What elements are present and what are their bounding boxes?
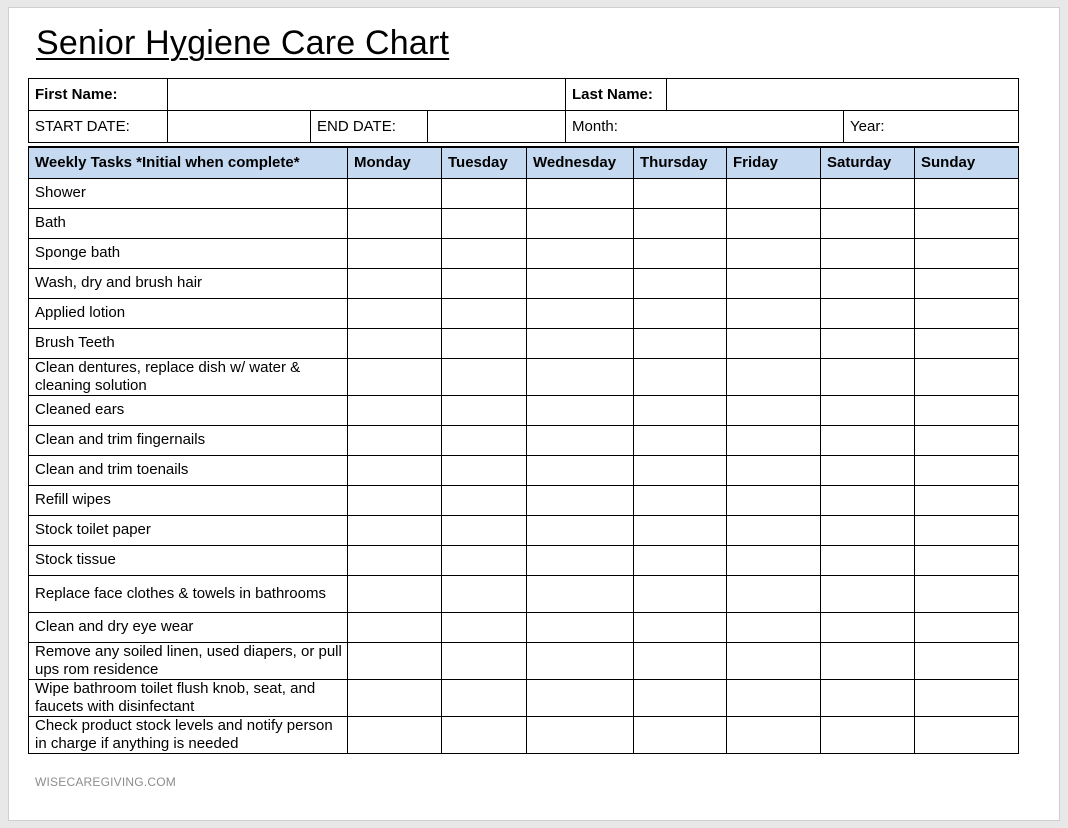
table-row: [29, 178, 1019, 208]
table-row: [29, 485, 1019, 515]
task-label: Stock toilet paper: [29, 515, 348, 545]
task-label: Replace face clothes & towels in bathrooms: [29, 575, 348, 612]
initial-cell[interactable]: [727, 238, 821, 268]
initial-cell[interactable]: [634, 515, 727, 545]
initial-cell[interactable]: [348, 485, 442, 515]
initial-cell[interactable]: [634, 238, 727, 268]
initial-cell[interactable]: [727, 358, 821, 395]
initial-cell[interactable]: [634, 425, 727, 455]
table-row: [29, 328, 1019, 358]
initial-cell[interactable]: [727, 716, 821, 753]
initial-cell[interactable]: [442, 238, 527, 268]
initial-cell[interactable]: [915, 298, 1019, 328]
initial-cell[interactable]: [915, 238, 1019, 268]
initial-cell[interactable]: [527, 268, 634, 298]
table-row: [29, 642, 1019, 679]
initial-cell[interactable]: [821, 679, 915, 716]
task-label: Applied lotion: [29, 298, 348, 328]
initial-cell[interactable]: [442, 208, 527, 238]
initial-cell[interactable]: [727, 485, 821, 515]
initial-cell[interactable]: [727, 425, 821, 455]
task-label: Wash, dry and brush hair: [29, 268, 348, 298]
initial-cell[interactable]: [634, 178, 727, 208]
initial-cell[interactable]: [727, 328, 821, 358]
initial-cell[interactable]: [821, 238, 915, 268]
year-field[interactable]: Year:: [844, 111, 1019, 143]
initial-cell[interactable]: [527, 485, 634, 515]
initial-cell[interactable]: [442, 298, 527, 328]
task-label: Cleaned ears: [29, 395, 348, 425]
table-row: [29, 545, 1019, 575]
table-header-row: [29, 147, 1019, 178]
initial-cell[interactable]: [442, 515, 527, 545]
initial-cell[interactable]: [821, 395, 915, 425]
table-row: [29, 395, 1019, 425]
initial-cell[interactable]: [527, 515, 634, 545]
site-footer: WISECAREGIVING.COM: [35, 775, 176, 789]
table-row: [29, 425, 1019, 455]
initial-cell[interactable]: [821, 455, 915, 485]
initial-cell[interactable]: [821, 515, 915, 545]
initial-cell[interactable]: [915, 395, 1019, 425]
initial-cell[interactable]: [634, 395, 727, 425]
initial-cell[interactable]: [915, 575, 1019, 612]
initial-cell[interactable]: [915, 545, 1019, 575]
day-column-header: Wednesday: [527, 147, 634, 178]
task-label: Clean and trim fingernails: [29, 425, 348, 455]
initial-cell[interactable]: [915, 328, 1019, 358]
task-label: Shower: [29, 178, 348, 208]
initial-cell[interactable]: [348, 208, 442, 238]
initial-cell[interactable]: [527, 716, 634, 753]
initial-cell[interactable]: [821, 485, 915, 515]
initial-cell[interactable]: [915, 612, 1019, 642]
initial-cell[interactable]: [442, 178, 527, 208]
table-row: [29, 716, 1019, 753]
start-date-field[interactable]: [168, 111, 311, 143]
initial-cell[interactable]: [348, 328, 442, 358]
initial-cell[interactable]: [915, 485, 1019, 515]
initial-cell[interactable]: [527, 178, 634, 208]
initial-cell[interactable]: [348, 178, 442, 208]
task-label: Clean and dry eye wear: [29, 612, 348, 642]
initial-cell[interactable]: [348, 238, 442, 268]
initial-cell[interactable]: [821, 575, 915, 612]
initial-cell[interactable]: [442, 455, 527, 485]
task-label: Refill wipes: [29, 485, 348, 515]
initial-cell[interactable]: [727, 515, 821, 545]
day-column-header: Monday: [348, 147, 442, 178]
task-label: Bath: [29, 208, 348, 238]
table-row: [29, 455, 1019, 485]
initial-cell[interactable]: [442, 328, 527, 358]
initial-cell[interactable]: [915, 455, 1019, 485]
initial-cell[interactable]: [348, 545, 442, 575]
weekly-tasks-table: [28, 146, 1019, 754]
initial-cell[interactable]: [348, 679, 442, 716]
last-name-label: Last Name:: [566, 79, 667, 111]
initial-cell[interactable]: [915, 268, 1019, 298]
page-title: Senior Hygiene Care Chart: [36, 24, 450, 62]
day-column-header: Sunday: [915, 147, 1019, 178]
initial-cell[interactable]: [348, 612, 442, 642]
table-row: [29, 679, 1019, 716]
initial-cell[interactable]: [821, 612, 915, 642]
task-label: Check product stock levels and notify person in charge if anything is needed: [29, 716, 348, 753]
table-row: [29, 612, 1019, 642]
initial-cell[interactable]: [527, 358, 634, 395]
initial-cell[interactable]: [442, 612, 527, 642]
initial-cell[interactable]: [348, 268, 442, 298]
task-label: Wipe bathroom toilet flush knob, seat, and faucets with disinfectant: [29, 679, 348, 716]
initial-cell[interactable]: [634, 328, 727, 358]
end-date-field[interactable]: [428, 111, 566, 143]
initial-cell[interactable]: [727, 178, 821, 208]
initial-cell[interactable]: [821, 268, 915, 298]
initial-cell[interactable]: [821, 358, 915, 395]
task-label: Stock tissue: [29, 545, 348, 575]
initial-cell[interactable]: [727, 642, 821, 679]
initial-cell[interactable]: [821, 545, 915, 575]
initial-cell[interactable]: [527, 455, 634, 485]
initial-cell[interactable]: [821, 425, 915, 455]
task-label: Brush Teeth: [29, 328, 348, 358]
initial-cell[interactable]: [634, 298, 727, 328]
initial-cell[interactable]: [348, 515, 442, 545]
initial-cell[interactable]: [634, 208, 727, 238]
initial-cell[interactable]: [442, 485, 527, 515]
initial-cell[interactable]: [634, 485, 727, 515]
initial-cell[interactable]: [348, 642, 442, 679]
initial-cell[interactable]: [527, 208, 634, 238]
initial-cell[interactable]: [442, 575, 527, 612]
initial-cell[interactable]: [348, 425, 442, 455]
initial-cell[interactable]: [634, 612, 727, 642]
initial-cell[interactable]: [634, 268, 727, 298]
initial-cell[interactable]: [442, 642, 527, 679]
initial-cell[interactable]: [821, 208, 915, 238]
initial-cell[interactable]: [442, 358, 527, 395]
initial-cell[interactable]: [821, 298, 915, 328]
initial-cell[interactable]: [634, 575, 727, 612]
initial-cell[interactable]: [527, 642, 634, 679]
day-column-header: Thursday: [634, 147, 727, 178]
tasks-column-header: Weekly Tasks *Initial when complete*: [29, 147, 348, 178]
start-date-label: START DATE:: [29, 111, 168, 143]
initial-cell[interactable]: [727, 208, 821, 238]
task-label: Clean dentures, replace dish w/ water & cleaning solution: [29, 358, 348, 395]
initial-cell[interactable]: [821, 178, 915, 208]
initial-cell[interactable]: [915, 425, 1019, 455]
initial-cell[interactable]: [727, 545, 821, 575]
initial-cell[interactable]: [727, 298, 821, 328]
initial-cell[interactable]: [915, 679, 1019, 716]
initial-cell[interactable]: [727, 575, 821, 612]
initial-cell[interactable]: [442, 395, 527, 425]
table-row: [29, 208, 1019, 238]
table-row: [29, 238, 1019, 268]
end-date-label: END DATE:: [311, 111, 428, 143]
initial-cell[interactable]: [915, 716, 1019, 753]
initial-cell[interactable]: [527, 395, 634, 425]
task-label: Clean and trim toenails: [29, 455, 348, 485]
table-row: [29, 515, 1019, 545]
initial-cell[interactable]: [634, 545, 727, 575]
initial-cell[interactable]: [527, 545, 634, 575]
initial-cell[interactable]: [915, 515, 1019, 545]
first-name-label: First Name:: [29, 79, 168, 111]
initial-cell[interactable]: [527, 575, 634, 612]
initial-cell[interactable]: [527, 612, 634, 642]
initial-cell[interactable]: [634, 679, 727, 716]
initial-cell[interactable]: [527, 425, 634, 455]
first-name-field[interactable]: [168, 79, 566, 111]
resident-info-table: [28, 78, 1019, 143]
initial-cell[interactable]: [348, 455, 442, 485]
task-label: Remove any soiled linen, used diapers, or pull ups rom residence: [29, 642, 348, 679]
initial-cell[interactable]: [442, 679, 527, 716]
initial-cell[interactable]: [915, 358, 1019, 395]
initial-cell[interactable]: [527, 298, 634, 328]
initial-cell[interactable]: [821, 642, 915, 679]
initial-cell[interactable]: [727, 679, 821, 716]
initial-cell[interactable]: [634, 716, 727, 753]
initial-cell[interactable]: [442, 716, 527, 753]
day-column-header: Tuesday: [442, 147, 527, 178]
initial-cell[interactable]: [727, 268, 821, 298]
initial-cell[interactable]: [727, 612, 821, 642]
day-column-header: Friday: [727, 147, 821, 178]
initial-cell[interactable]: [527, 679, 634, 716]
task-label: Sponge bath: [29, 238, 348, 268]
initial-cell[interactable]: [634, 455, 727, 485]
initial-cell[interactable]: [915, 642, 1019, 679]
initial-cell[interactable]: [915, 178, 1019, 208]
initial-cell[interactable]: [527, 238, 634, 268]
initial-cell[interactable]: [634, 642, 727, 679]
initial-cell[interactable]: [821, 716, 915, 753]
initial-cell[interactable]: [821, 328, 915, 358]
initial-cell[interactable]: [442, 545, 527, 575]
table-row: [29, 575, 1019, 612]
initial-cell[interactable]: [915, 208, 1019, 238]
month-field[interactable]: Month:: [566, 111, 844, 143]
initial-cell[interactable]: [442, 425, 527, 455]
initial-cell[interactable]: [348, 358, 442, 395]
table-row: [29, 358, 1019, 395]
table-row: [29, 298, 1019, 328]
table-row: [29, 268, 1019, 298]
initial-cell[interactable]: [527, 328, 634, 358]
day-column-header: Saturday: [821, 147, 915, 178]
initial-cell[interactable]: [348, 716, 442, 753]
initial-cell[interactable]: [442, 268, 527, 298]
last-name-field[interactable]: [667, 79, 1019, 111]
initial-cell[interactable]: [348, 575, 442, 612]
initial-cell[interactable]: [727, 395, 821, 425]
initial-cell[interactable]: [348, 298, 442, 328]
initial-cell[interactable]: [348, 395, 442, 425]
initial-cell[interactable]: [634, 358, 727, 395]
initial-cell[interactable]: [727, 455, 821, 485]
